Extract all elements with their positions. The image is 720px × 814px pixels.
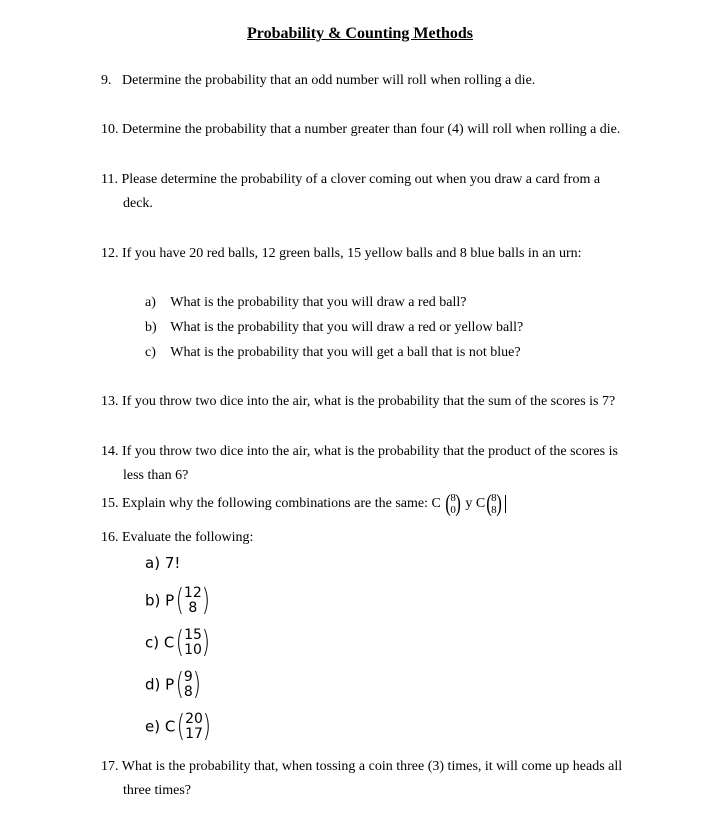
question-text: If you have 20 red balls, 12 green balls, 15 yellow balls and 8 blue balls in an urn:: [122, 246, 582, 261]
item-op: C: [163, 633, 175, 652]
question-14: [101, 440, 646, 488]
question-text: What is the probability that, when tossing a coin three (3) times, it will come up heads all: [121, 759, 623, 774]
sub-label: b): [145, 320, 157, 335]
left-paren: (: [445, 491, 452, 517]
binomial-top: 8: [491, 492, 497, 504]
evaluate-item-e: [145, 709, 213, 744]
item-label: b): [145, 591, 161, 610]
question-15: [101, 492, 646, 516]
sub-label: c): [145, 345, 156, 360]
question-number: 12.: [101, 246, 119, 261]
question-text-mid: y C: [465, 496, 486, 512]
right-paren: ): [201, 583, 210, 618]
question-text-cont: deck.: [123, 196, 153, 211]
question-16: [101, 526, 646, 550]
evaluate-item-a: [145, 554, 180, 572]
binomial-top: 9: [183, 669, 193, 685]
binomial-15-10: [174, 625, 211, 660]
item-op: C: [164, 717, 176, 736]
left-paren: (: [486, 491, 492, 517]
binomial-bottom: 8: [183, 684, 193, 700]
binomial-top: 20: [185, 711, 203, 727]
question-text: Determine the probability that a number greater than four (4) will roll when rolling a die.: [122, 122, 621, 137]
evaluate-item-c: [145, 625, 212, 660]
question-number: 11.: [101, 172, 118, 187]
question-12: [101, 242, 646, 266]
item-op: P: [165, 675, 175, 694]
question-13: [101, 390, 646, 414]
question-10: [101, 118, 646, 142]
question-text: If you throw two dice into the air, what is the probability that the sum of the scores is 7?: [122, 394, 616, 409]
question-text: Explain why the following combinations are the same: C: [122, 496, 441, 512]
question-number: 17.: [101, 759, 119, 774]
left-paren: (: [175, 583, 185, 618]
right-paren: ): [192, 667, 201, 702]
sub-question-c: [145, 341, 521, 365]
item-op: P: [165, 591, 175, 610]
sub-text: What is the probability that you will draw a red or yellow ball?: [170, 320, 524, 335]
question-text-cont: three times?: [123, 783, 192, 798]
evaluate-item-b: [145, 583, 211, 618]
binomial-8-0: [444, 492, 462, 516]
binomial-bottom: 10: [184, 642, 202, 658]
binomial-top: 12: [183, 585, 202, 601]
question-text: If you throw two dice into the air, what is the probability that the product of the scores is: [122, 444, 618, 459]
question-number: 13.: [101, 394, 119, 409]
question-number: 16.: [101, 530, 119, 545]
question-number: 15.: [101, 496, 119, 512]
question-number: 14.: [101, 444, 119, 459]
question-text: Evaluate the following:: [122, 530, 254, 545]
question-text: Determine the probability that an odd number will roll when rolling a die.: [122, 73, 536, 88]
question-text: Please determine the probability of a clover coming out when you draw a card from a: [121, 172, 601, 187]
binomial-top: 8: [450, 492, 456, 504]
item-label: d): [145, 675, 161, 694]
binomial-bottom: 17: [185, 726, 203, 742]
binomial-bottom: 0: [450, 504, 456, 516]
question-17: [101, 755, 646, 803]
right-paren: ): [202, 709, 211, 744]
binomial-bottom: 8: [188, 600, 198, 616]
item-label: e): [145, 717, 161, 736]
item-label: c): [145, 633, 160, 652]
left-paren: (: [175, 667, 185, 702]
sub-label: a): [145, 295, 156, 310]
question-number: 10.: [101, 122, 119, 137]
page-title: Probability & Counting Methods: [247, 25, 473, 42]
sub-text: What is the probability that you will draw a red ball?: [170, 295, 467, 310]
question-9: [101, 69, 646, 93]
right-paren: ): [455, 491, 461, 517]
item-expr: 7!: [164, 554, 181, 572]
left-paren: (: [176, 625, 185, 660]
left-paren: (: [177, 709, 186, 744]
binomial-8-8: [485, 492, 503, 516]
binomial-top: 15: [184, 627, 202, 643]
binomial-20-17: [175, 709, 212, 744]
right-paren: ): [495, 491, 502, 517]
question-number: 9.: [101, 73, 112, 88]
sub-text: What is the probability that you will get a ball that is not blue?: [170, 345, 521, 360]
right-paren: ): [201, 625, 210, 660]
sub-question-b: [145, 316, 523, 340]
binomial-9-8: [174, 667, 202, 702]
item-label: a): [145, 554, 161, 572]
binomial-12-8: [174, 583, 211, 618]
question-text-cont: less than 6?: [123, 468, 189, 483]
evaluate-item-d: [145, 667, 203, 702]
binomial-bottom: 8: [491, 504, 497, 516]
text-cursor: [505, 495, 506, 513]
sub-question-a: [145, 291, 467, 315]
question-11: [101, 168, 646, 216]
